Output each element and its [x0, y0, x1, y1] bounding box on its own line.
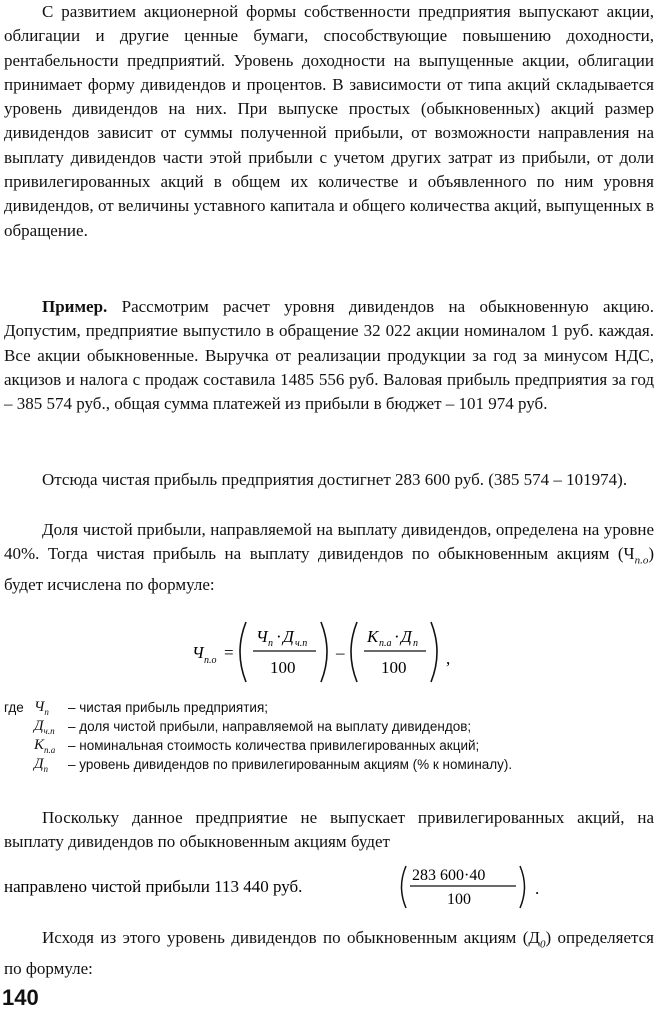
paren-close — [520, 866, 525, 908]
subscript: п.о — [634, 554, 649, 567]
denominator2: 100 — [381, 658, 407, 677]
allocated-profit-text: направлено чистой прибыли 113 440 руб. — [4, 877, 303, 896]
paragraph-dividend-share — [4, 518, 654, 597]
numerator1-b: Д — [283, 627, 294, 646]
numerator2-dot: · — [394, 627, 400, 646]
formula-equals: = — [224, 643, 234, 662]
paren-open-1 — [240, 622, 246, 682]
text-span: Исходя из этого уровень дивидендов по обыкновенным акциям (Д — [42, 928, 540, 947]
formula-lhs-sub: п.о — [204, 655, 217, 666]
paragraph-no-preferred: Поскольку данное предприятие не выпускает привилегированных акций, на выплату дивидендов по обыкновенным акциям будет — [4, 808, 654, 852]
text-span: Доля чистой прибыли, направляемой на выплату дивидендов, определена на уровне 40%. Тогда чистая прибыль на выплату дивидендов по обыкновенным акциям (Ч — [4, 520, 654, 564]
text-span: ) будет исчислена по формуле: — [4, 544, 654, 594]
denominator1: 100 — [270, 658, 296, 677]
legend-row — [4, 736, 654, 755]
example-text: Рассмотрим расчет уровня дивидендов на обыкновенную акцию. Допустим, предприятие выпустило в обращение 32 022 акции номиналом 1 руб. каждая. Все акции обыкновенные. Выручка от реализации продукции за год за минусом НДС, акцизов и налога с продаж составила 1485 556 руб. Валовая прибыль предприятия за год – 385 574 руб., общая сумма платежей из прибыли в бюджет – 101 974 руб. — [4, 297, 654, 414]
example-label: Пример. — [42, 297, 108, 316]
symbol-letter: Д — [34, 756, 44, 772]
symbol-letter: К — [34, 737, 44, 753]
numerator1-a: Ч — [256, 627, 268, 646]
paragraph-dividend-level — [4, 926, 654, 981]
paragraph-intro: С развитием акционерной формы собственности предприятия выпускают акции, облигации и другие ценные бумаги, способствующие повышению доходности, рентабельности предприятий. Уровень доходности на выпущенные акции, облигации принимает форму дивидендов и процентов. В зависимости от типа акций складывается уровень дивидендов на них. При выпуске простых (обыкновенных) акций размер дивидендов зависит от суммы полученной прибыли, от возможности направления на выплату дивидендов части этой прибыли с учетом других затрат из прибыли, от доли привилегированных акций в общем их количестве и объявленного по ним уровня дивидендов, от величины уставного капитала и общего количества акций, выпущенных в обращение. — [4, 2, 654, 240]
numerator2-b-sub: п — [413, 638, 418, 649]
inline-numerator: 283 600·40 — [412, 867, 486, 884]
legend-row — [4, 717, 654, 736]
paren-open — [402, 866, 407, 908]
allocated-profit-line — [4, 862, 654, 912]
numerator1-b-sub: ч.п — [295, 638, 308, 649]
legend-prefix: где — [4, 700, 24, 715]
legend-symbol — [34, 755, 68, 779]
symbol-subscript: п — [43, 764, 49, 774]
paren-close-1 — [321, 622, 327, 682]
inline-denominator: 100 — [447, 891, 471, 908]
symbol-subscript: ч.п — [43, 726, 55, 736]
symbol-letter: Ч — [34, 699, 45, 715]
dividend-formula — [190, 616, 490, 688]
paren-close-2 — [431, 622, 437, 682]
numerator1-a-sub: п — [268, 638, 273, 649]
legend-description: – чистая прибыль предприятия; — [68, 700, 269, 715]
paren-open-2 — [351, 622, 357, 682]
paragraph-net-profit: Отсюда чистая прибыль предприятия достигнет 283 600 руб. (385 574 – 101974). — [42, 470, 628, 489]
text-span: ) определяется по формуле: — [4, 928, 655, 978]
numerator1-dot: · — [276, 627, 282, 646]
legend-description: – доля чистой прибыли, направляемой на выплату дивидендов; — [68, 719, 472, 734]
numerator2-b: Д — [401, 627, 412, 646]
inline-period: . — [535, 879, 540, 898]
paragraph-example — [4, 295, 654, 416]
legend-row — [4, 755, 654, 774]
legend-row — [4, 698, 654, 717]
symbol-letter: Д — [34, 718, 44, 734]
symbol-subscript: п.а — [43, 745, 56, 755]
formula-minus: – — [336, 643, 345, 662]
numerator2-a: К — [367, 627, 379, 646]
numerator2-a-sub: п.а — [379, 638, 392, 649]
page-number: 140 — [2, 985, 39, 1010]
legend-description: – номинальная стоимость количества привилегированных акций; — [68, 738, 480, 753]
subscript: 0 — [539, 938, 546, 951]
formula-lhs: Ч — [192, 643, 204, 662]
formula-comma: , — [446, 649, 451, 668]
formula-legend — [4, 698, 654, 774]
legend-description: – уровень дивидендов по привилегированным акциям (% к номиналу). — [68, 757, 513, 772]
symbol-subscript: п — [44, 707, 49, 717]
